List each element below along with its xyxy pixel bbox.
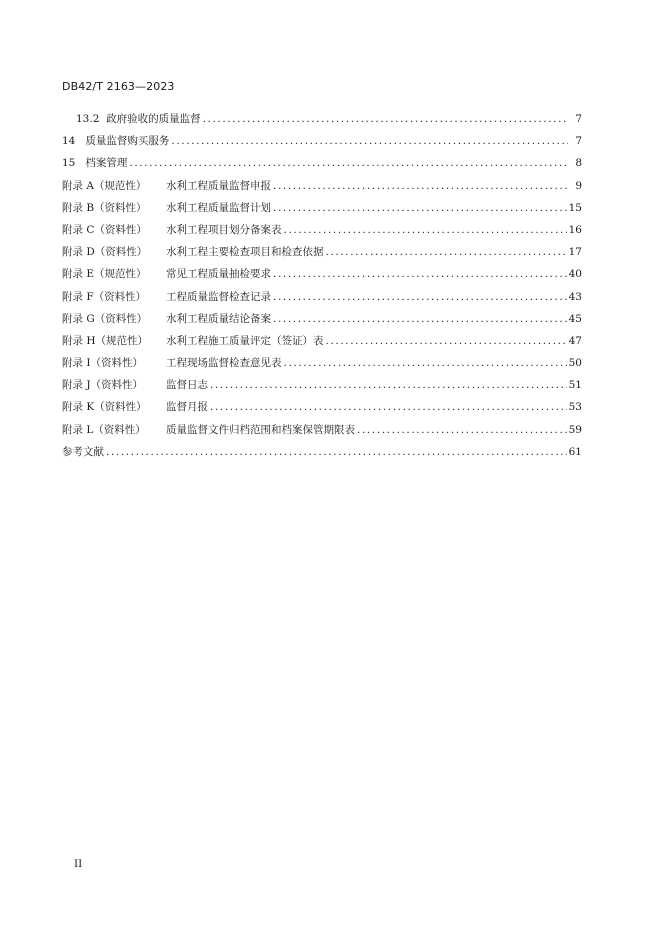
toc-title: 质量监督购买服务 (85, 135, 170, 148)
toc-page: 43 (567, 286, 582, 308)
toc-page: 51 (567, 374, 582, 396)
toc-entry-appendix[interactable] (62, 396, 582, 418)
toc-page: 7 (573, 108, 582, 130)
page-number: II (74, 858, 83, 870)
toc-title: 监督日志 (166, 379, 208, 392)
toc-page: 40 (567, 263, 582, 285)
appendix-code: 附录 I（资料性） (62, 357, 143, 370)
toc-page: 17 (567, 241, 582, 263)
toc-page: 9 (573, 175, 582, 197)
toc-title: 工程现场监督检查意见表 (166, 357, 282, 370)
toc-title: 监督月报 (166, 401, 208, 414)
toc-number: 13.2 (76, 113, 100, 125)
toc-page: 16 (567, 219, 582, 241)
toc-page: 15 (567, 197, 582, 219)
toc-entry-appendix[interactable] (62, 219, 582, 241)
toc-title: 政府验收的质量监督 (106, 113, 201, 125)
toc-title: 质量监督文件归档范围和档案保管期限表 (166, 423, 355, 436)
toc-title: 参考文献 (62, 445, 104, 458)
appendix-code: 附录 B（资料性） (62, 201, 147, 214)
appendix-code: 附录 A（规范性） (62, 179, 147, 192)
toc-page: 7 (573, 130, 582, 152)
appendix-code: 附录 C（资料性） (62, 223, 147, 236)
toc-entry[interactable] (62, 130, 582, 152)
toc-page: 50 (567, 352, 582, 374)
document-id: DB42/T 2163—2023 (62, 80, 175, 93)
toc-entry-appendix[interactable] (62, 330, 582, 352)
toc-title: 水利工程主要检查项目和检查依据 (166, 246, 324, 259)
toc-page: 59 (567, 419, 582, 441)
toc-entry-appendix[interactable] (62, 286, 582, 308)
toc-title: 水利工程质量监督计划 (166, 201, 271, 214)
toc-page: 45 (567, 308, 582, 330)
toc-title: 水利工程项目划分备案表 (166, 223, 282, 236)
toc-entry-appendix[interactable] (62, 374, 582, 396)
toc-page: 8 (573, 152, 582, 174)
appendix-code: 附录 H（规范性） (62, 334, 148, 347)
toc-entry-appendix[interactable] (62, 175, 582, 197)
toc-entry-appendix[interactable] (62, 263, 582, 285)
toc-entry-appendix[interactable] (62, 241, 582, 263)
toc-entry-appendix[interactable] (62, 419, 582, 441)
appendix-code: 附录 L（资料性） (62, 423, 146, 436)
toc-entry[interactable] (62, 441, 582, 463)
toc-entry[interactable] (62, 108, 582, 130)
toc-entry-appendix[interactable] (62, 308, 582, 330)
appendix-code: 附录 F（资料性） (62, 290, 147, 303)
toc-title: 水利工程质量结论备案 (166, 312, 271, 325)
toc-entry-appendix[interactable] (62, 197, 582, 219)
toc-entry[interactable] (62, 152, 582, 174)
appendix-code: 附录 E（规范性） (62, 268, 147, 281)
toc-title: 常见工程质量抽检要求 (166, 268, 271, 281)
toc-page: 61 (567, 441, 582, 463)
toc-number: 14 (62, 135, 76, 148)
toc-entry-appendix[interactable] (62, 352, 582, 374)
appendix-code: 附录 J（资料性） (62, 379, 144, 392)
toc-title: 水利工程质量监督申报 (166, 179, 271, 192)
appendix-code: 附录 D（资料性） (62, 246, 148, 259)
toc-title: 档案管理 (85, 157, 128, 170)
appendix-code: 附录 G（资料性） (62, 312, 148, 325)
toc-title: 工程质量监督检查记录 (166, 290, 271, 303)
appendix-code: 附录 K（资料性） (62, 401, 147, 414)
table-of-contents (62, 108, 582, 463)
toc-title: 水利工程施工质量评定（签证）表 (166, 334, 324, 347)
toc-page: 47 (567, 330, 582, 352)
toc-number: 15 (62, 157, 76, 170)
toc-page: 53 (567, 396, 582, 418)
